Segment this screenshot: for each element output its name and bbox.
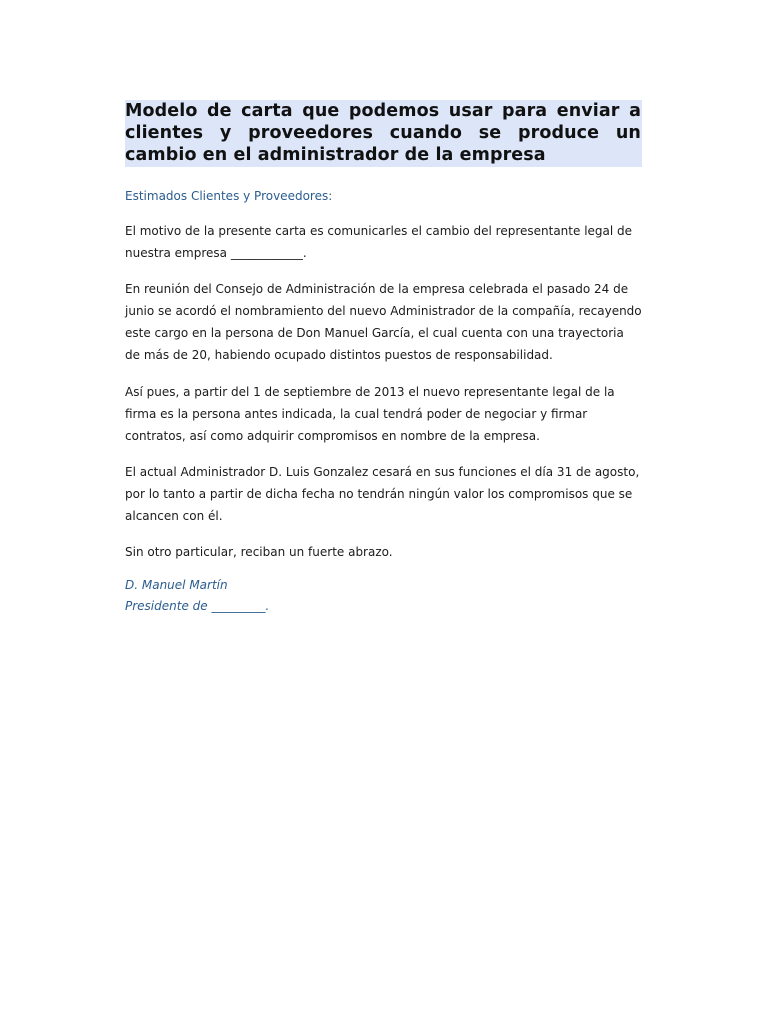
letter-salutation: Estimados Clientes y Proveedores: [125, 189, 333, 203]
paragraph-purpose: El motivo de la presente carta es comunicarles el cambio del representante legal de nuestra empresa ____________. [125, 224, 633, 260]
paragraph-board-meeting: En reunión del Consejo de Administración de la empresa celebrada el pasado 24 de junio se acordó el nombramiento del nuevo Administrador de la compañía, recayendo este cargo en la persona de Don Manuel García, el cual cuenta con una trayectoria de más de 20, habiendo ocupado distintos puestos de responsabilidad. [125, 282, 642, 362]
paragraph-outgoing-administrator: El actual Administrador D. Luis Gonzalez cesará en sus funciones el día 31 de agosto, por lo tanto a partir de dicha fecha no tendrán ningún valor los compromisos que se alcancen con él. [125, 465, 640, 523]
paragraph-effective-date: Así pues, a partir del 1 de septiembre de 2013 el nuevo representante legal de la firma es la persona antes indicada, la cual tendrá poder de negociar y firmar contratos, así como adquirir compromisos en nombre de la empresa. [125, 385, 615, 443]
signature-position: Presidente de _________. [125, 599, 270, 613]
signature-name: D. Manuel Martín [125, 578, 228, 592]
paragraph-closing: Sin otro particular, reciban un fuerte abrazo. [125, 545, 393, 559]
signature-block [125, 575, 642, 617]
letter-document [125, 100, 642, 617]
letter-title: Modelo de carta que podemos usar para enviar a clientes y proveedores cuando se produce un cambio en el administrador de la empresa [125, 101, 641, 165]
